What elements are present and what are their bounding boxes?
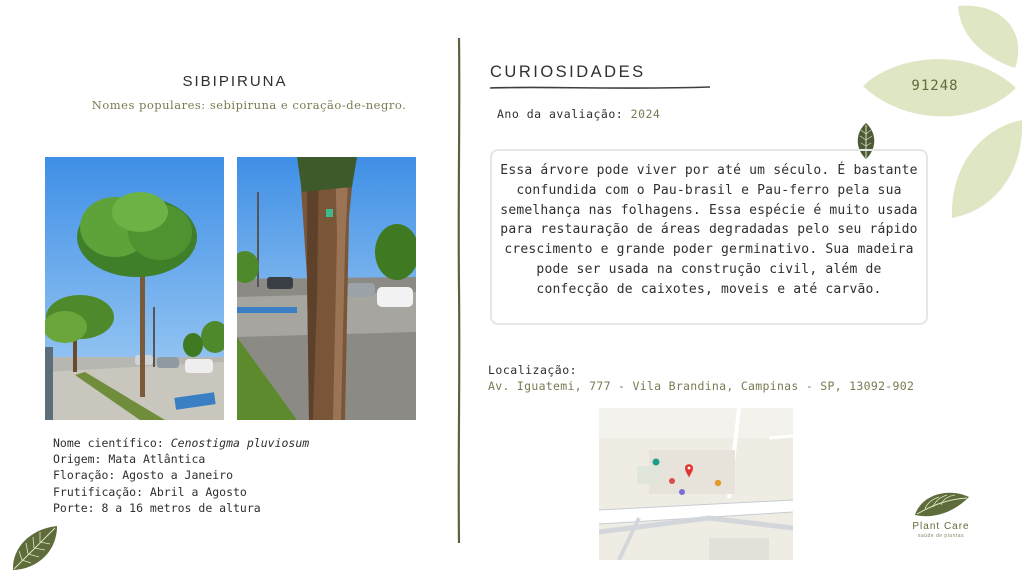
brand-tagline: saúde de plantas xyxy=(917,533,965,539)
tree-photo xyxy=(45,157,224,420)
evaluation-year xyxy=(497,107,660,121)
title-underline xyxy=(490,84,710,92)
fruiting-row: Frutificação: Abril a Agosto xyxy=(53,484,247,499)
size-row: Porte: 8 a 16 metros de altura xyxy=(53,500,261,515)
species-title: SIBIPIRUNA xyxy=(182,73,288,90)
curiosities-title: CURIOSIDADES xyxy=(490,63,646,81)
scientific-name-value: Cenostigma pluviosum xyxy=(170,436,310,450)
popular-names: Nomes populares: sebipiruna e coração-de-negro. xyxy=(91,98,407,112)
scientific-name-row xyxy=(53,435,309,451)
year-label: Ano da avaliação: xyxy=(497,107,624,121)
origin-row: Origem: Mata Atlântica xyxy=(53,452,206,467)
brand-name: Plant Care xyxy=(912,521,970,532)
location-map[interactable] xyxy=(599,408,793,560)
column-divider xyxy=(455,38,463,543)
scientific-name-label: Nome científico: xyxy=(53,436,164,450)
leaf-bottom xyxy=(952,120,1022,218)
species-info xyxy=(53,435,309,516)
flowering-row: Floração: Agosto a Janeiro xyxy=(53,468,234,483)
description-text: Essa árvore pode viver por até um século. É bastante confundida com o Pau-brasil e Pau-ferro pela sua semelhança nas folhagens. Essa espécie é muito usada para restauração de áreas degradadas pelo seu rápido crescimento e grande poder germinativo. Sua madeira pode ser usada na construção civil, além de confecção de caixotes, moveis e até carvão. xyxy=(500,163,918,297)
leaf-top xyxy=(958,6,1018,68)
year-value: 2024 xyxy=(630,107,661,121)
location-address: Av. Iguatemi, 777 - Vila Brandina, Campinas - SP, 13092-902 xyxy=(488,379,915,393)
description-box xyxy=(490,149,928,325)
location-label: Localização: xyxy=(488,363,578,377)
corner-leaf-icon xyxy=(10,523,60,573)
tree-id: 91248 xyxy=(911,78,959,94)
trunk-photo xyxy=(237,157,416,420)
